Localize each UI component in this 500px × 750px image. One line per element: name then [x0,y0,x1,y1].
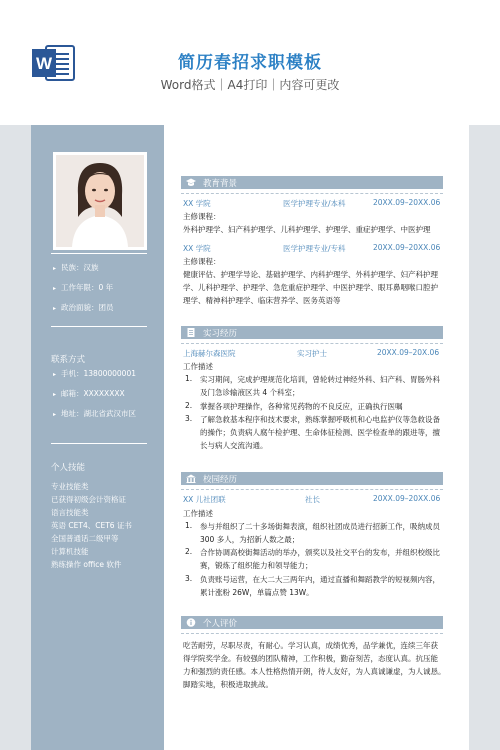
sidebar-divider [51,253,147,254]
list-text: 了解急救基本程序和技术要求，熟练掌握呼吸机和心电监护仪等急救设备 [200,415,440,424]
section-divider [181,193,443,194]
sidebar-divider [51,326,147,327]
sidebar-divider [51,443,147,444]
phone-icon: ▸ [53,371,57,378]
portrait-image [56,155,144,247]
education-major: 医学护理专业/本科 [283,199,346,208]
course-list: 理学、精神科护理学、临床营养学、医务英语等 [183,296,341,305]
list-text: 掌握各项护理操作，各种常见药物的不良反应，正确执行医嘱 [200,402,403,411]
list-text: 合作协调高校街舞活动的举办，颁奖以及社交平台的发布，并组织校级比 [200,548,440,557]
internship-section-header [181,326,443,339]
contact-phone: ▸ 手机：13800000001 [53,369,136,378]
list-text: 实习期间，完成护理规范化培训，曾轮转过神经外科、妇产科、胃肠外科 [200,375,440,384]
skill-item: 全国普通话二级甲等 [51,534,119,543]
course-label: 主修课程： [183,212,221,221]
campus-section-header [181,472,443,485]
education-period: 20XX.09–20XX.06 [373,243,441,252]
briefcase-icon: ▸ [53,285,57,292]
skill-item: 计算机技能 [51,547,89,556]
education-school: XX 学院 [183,199,211,208]
course-list: 外科护理学、妇产科护理学、儿科护理学、护理学、重症护理学、中医护理 [183,225,431,234]
work-description-label: 工作描述 [183,362,213,371]
list-text: 参与并组织了二十多场街舞表演，组织社团成员进行招新工作，吸纳成员 [200,522,440,531]
internship-title: 实习经历 [203,329,238,339]
page-subtitle: Word格式｜A4打印｜内容可更改 [160,78,340,92]
skill-item: 英语 CET4、CET6 证书 [51,521,132,530]
skill-item: 专业技能类 [51,482,89,491]
internship-role: 实习护士 [297,349,327,358]
campus-org: XX 儿社团联 [183,495,226,504]
internship-period: 20XX.09–20X.06 [377,348,440,357]
list-text: 赛，锻炼了组织能力和领导能力； [200,561,313,570]
list-number: 3. [185,574,193,583]
header [0,0,500,125]
mail-icon: ▸ [53,391,57,398]
skill-item: 语言技能类 [51,508,89,517]
education-title: 教育背景 [203,179,238,189]
work-description-label: 工作描述 [183,509,213,518]
sidebar-political-status: ▸ 政治面貌：团员 [53,303,114,312]
contact-email: ▸ 邮箱：XXXXXXXX [53,389,125,398]
document-icon [186,328,196,337]
info-icon [186,618,196,627]
sidebar-work-years: ▸ 工作年限：0 年 [53,283,114,292]
flag-icon: ▸ [53,305,57,312]
contact-address: ▸ 地址：湖北省武汉市区 [53,409,136,418]
location-icon: ▸ [53,411,57,418]
campus-period: 20XX.09–20XX.06 [373,494,441,503]
course-list: 学、儿科护理学、护理学、急危重症护理学、中医护理学、眼耳鼻咽喉口腔护 [183,283,438,292]
list-text: 长与病人交流沟通。 [200,441,268,450]
evaluation-text: 吃苦耐劳，尽职尽责，有耐心。学习认真，成绩优秀，品学兼优，连续三年获 [183,641,438,650]
evaluation-section-header [181,616,443,629]
graduation-cap-icon [186,178,196,187]
skill-item: 已获得初级会计资格证 [51,495,126,504]
list-text: 的操作；负责病人腐午检护理、生命体征检测、医学检查单的跟进等，擅 [200,428,440,437]
course-label: 主修课程： [183,257,221,266]
profile-photo [56,155,144,247]
list-text: 300 多人，为招新人数之最； [200,535,300,544]
sidebar-ethnicity: ▸ 民族：汉族 [53,263,99,272]
list-text: 及门急诊输液区共 4 个科室； [200,388,300,397]
page-title: 简历春招求职模板 [178,53,322,73]
logo-letter: W [35,54,53,73]
evaluation-text: 得学院奖学金。有较强的团队精神，工作积极，勤奋刻苦，态度认真。抗压能 [183,654,438,663]
evaluation-text: 脚踏实地，积极进取挑战。 [183,680,273,689]
list-text: 累计涨粉 26W，单篇点赞 13W。 [200,588,314,597]
evaluation-text: 力和强烈的责任感。本人性格热情开朗，待人友好，为人真诚谦虚，为人诚恳。 [183,667,446,676]
course-list: 健康评估、护理学导论、基础护理学、内科护理学、外科护理学、妇产科护理 [183,270,438,279]
building-icon [186,474,196,483]
education-major: 医学护理专业/专科 [283,244,346,253]
list-number: 1. [185,374,193,383]
education-period: 20XX.09–20XX.06 [373,198,441,207]
internship-company: 上海赫尔森医院 [183,349,236,358]
person-icon: ▸ [53,265,57,272]
section-divider [181,633,443,634]
contact-title: 联系方式 [51,355,86,365]
list-number: 1. [185,521,193,530]
skill-item: 熟练操作 office 软件 [51,560,122,569]
education-school: XX 学院 [183,244,211,253]
education-section-header [181,176,443,189]
section-divider [181,489,443,490]
campus-role: 社长 [305,495,320,504]
list-number: 2. [185,547,193,556]
campus-title: 校园经历 [203,475,238,485]
evaluation-title: 个人评价 [203,619,238,629]
list-text: 负责账号运营，在大二大三两年内，通过直播和舞蹈教学的短视频内容， [200,575,440,584]
list-number: 2. [185,401,193,410]
list-number: 3. [185,414,193,423]
section-divider [181,343,443,344]
skills-title: 个人技能 [51,463,86,473]
